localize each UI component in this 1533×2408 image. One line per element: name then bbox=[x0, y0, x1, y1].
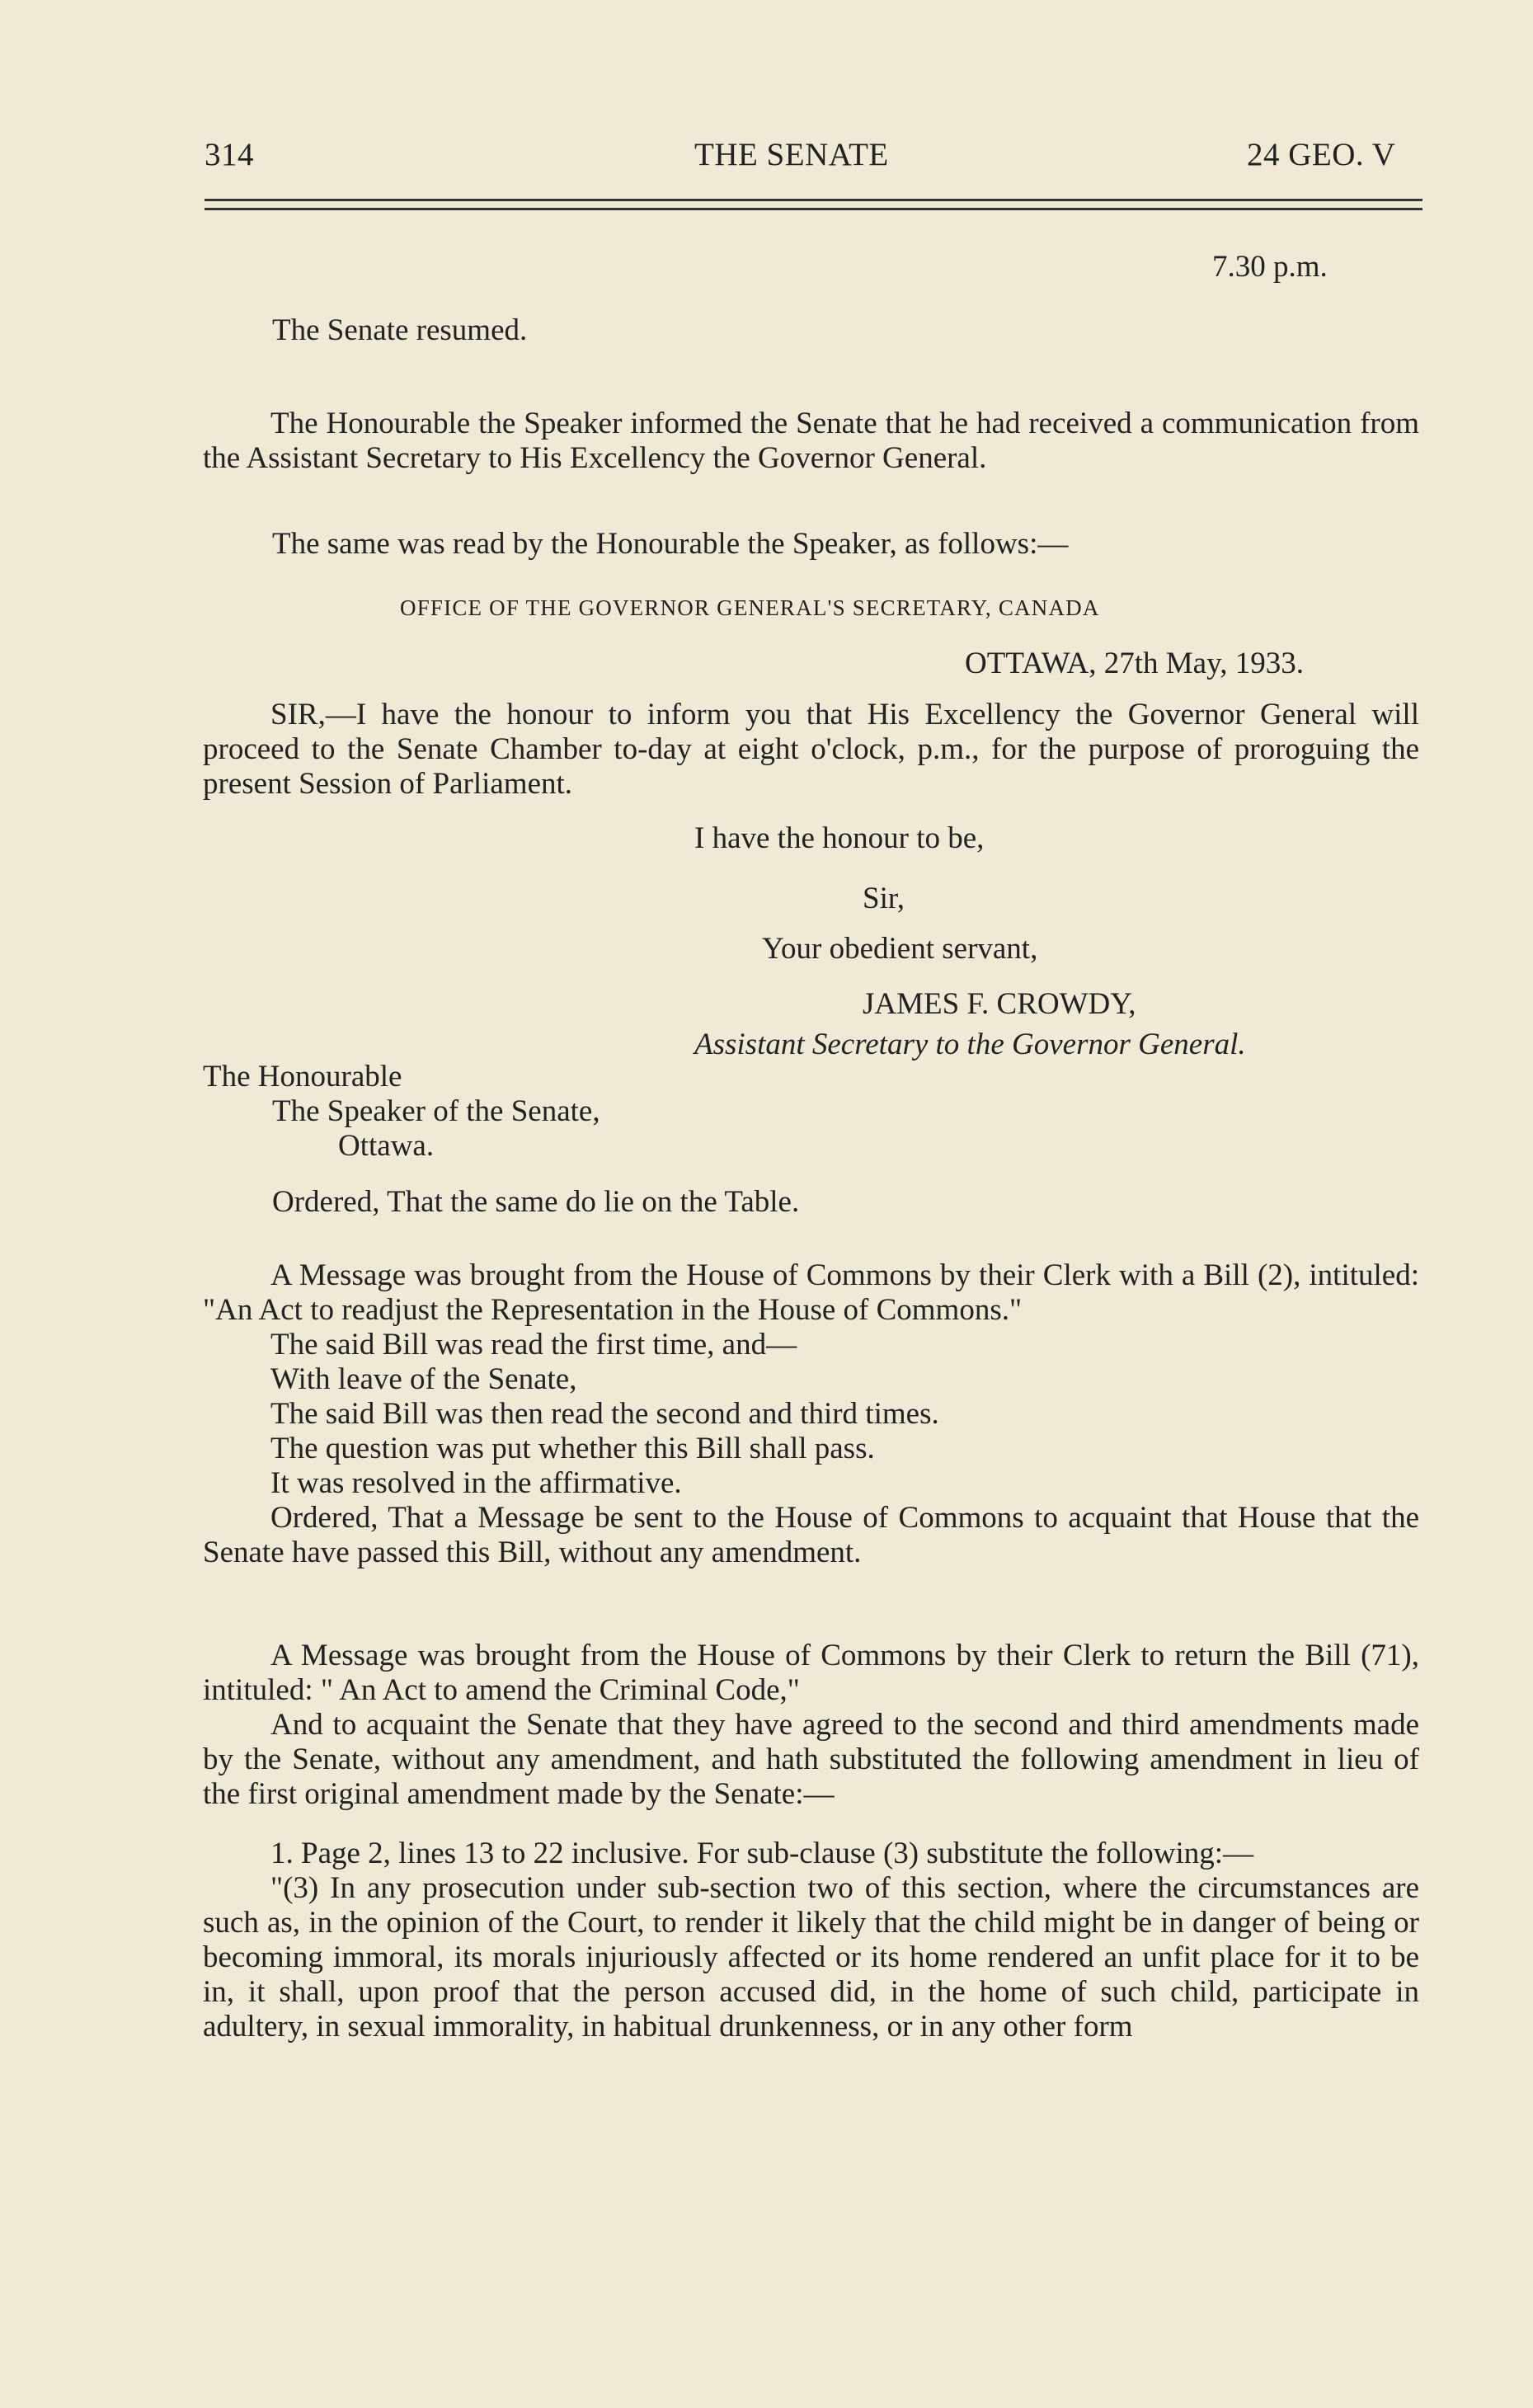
message-1-intro: A Message was brought from the House of Commons by their Clerk with a Bill (2), intituled: "An Act to readjust the Representation in the House of Commons." bbox=[203, 1258, 1419, 1327]
read-as-follows: The same was read by the Honourable the Speaker, as follows:— bbox=[272, 527, 1069, 561]
message-1 bbox=[203, 1258, 1419, 1570]
message-2-intro: A Message was brought from the House of Commons by their Clerk to return the Bill (71), intituled: " An Act to amend the Criminal Code," bbox=[203, 1639, 1419, 1707]
proceeding-line: With leave of the Senate, bbox=[270, 1362, 577, 1396]
letter-office: OFFICE OF THE GOVERNOR GENERAL'S SECRETARY, CANADA bbox=[400, 595, 1100, 620]
header-rule-top bbox=[205, 199, 1422, 201]
regnal-year: 24 GEO. V bbox=[1247, 137, 1396, 172]
page-number: 314 bbox=[205, 137, 254, 172]
letter-signature: JAMES F. CROWDY, bbox=[863, 987, 1136, 1021]
speaker-informed-paragraph bbox=[203, 407, 1419, 476]
proceeding-line: It was resolved in the affirmative. bbox=[270, 1466, 682, 1500]
message-1-proceedings bbox=[203, 1328, 1419, 1501]
letter-salutation: Sir, bbox=[863, 882, 905, 915]
amendment-quote: "(3) In any prosecution under sub-section two of this section, where the circumstances are such as, in the opinion of the Court, to render it likely that the child might be in danger of being or becoming immoral, its morals injuriously affected or its home rendered an unfit place for it to be in, it shall, upon proof that the person accused did, in the home of such child, participate in adultery, in sexual immorality, in habitual drunkenness, or in any other form bbox=[203, 1871, 1419, 2044]
page-title: THE SENATE bbox=[694, 137, 889, 172]
speaker-informed-text: The Honourable the Speaker informed the Senate that he had received a communication from the Assistant Secretary to His Excellency the Governor General. bbox=[203, 407, 1419, 475]
proceeding-line: The question was put whether this Bill shall pass. bbox=[270, 1432, 875, 1465]
header-rule-bottom bbox=[205, 208, 1422, 210]
addressee-line-3: Ottawa. bbox=[338, 1129, 435, 1163]
amendment-item-1: 1. Page 2, lines 13 to 22 inclusive. For sub-clause (3) substitute the following:— bbox=[270, 1837, 1254, 1870]
addressee-line-2: The Speaker of the Senate, bbox=[272, 1094, 600, 1128]
session-time: 7.30 p.m. bbox=[1212, 250, 1328, 284]
letter-date: OTTAWA, 27th May, 1933. bbox=[965, 647, 1304, 680]
ordered-table: Ordered, That the same do lie on the Table. bbox=[272, 1185, 800, 1219]
proceeding-line: The said Bill was read the first time, and— bbox=[270, 1328, 797, 1362]
letter-body-text: SIR,—I have the honour to inform you that His Excellency the Governor General will proceed to the Senate Chamber to-day at eight o'clock, p.m., for the purpose of proroguing the present Session of Parliament. bbox=[203, 698, 1419, 801]
message-2-acquaint: And to acquaint the Senate that they have agreed to the second and third amendments made by the Senate, without any amendment, and hath substituted the following amendment in lieu of the first original amendment made by the Senate:— bbox=[203, 1708, 1419, 1811]
letter-closing: I have the honour to be, bbox=[694, 821, 985, 855]
letter-servant: Your obedient servant, bbox=[762, 932, 1038, 966]
senate-resumed: The Senate resumed. bbox=[272, 313, 528, 347]
letter-signer-title: Assistant Secretary to the Governor General. bbox=[694, 1028, 1246, 1061]
message-2 bbox=[203, 1639, 1419, 2044]
proceeding-line: The said Bill was then read the second and third times. bbox=[270, 1397, 939, 1431]
addressee-line-1: The Honourable bbox=[203, 1060, 402, 1093]
message-1-ordered: Ordered, That a Message be sent to the House of Commons to acquaint that House that the Senate have passed this Bill, without any amendment. bbox=[203, 1501, 1419, 1569]
letter-body bbox=[203, 698, 1419, 802]
